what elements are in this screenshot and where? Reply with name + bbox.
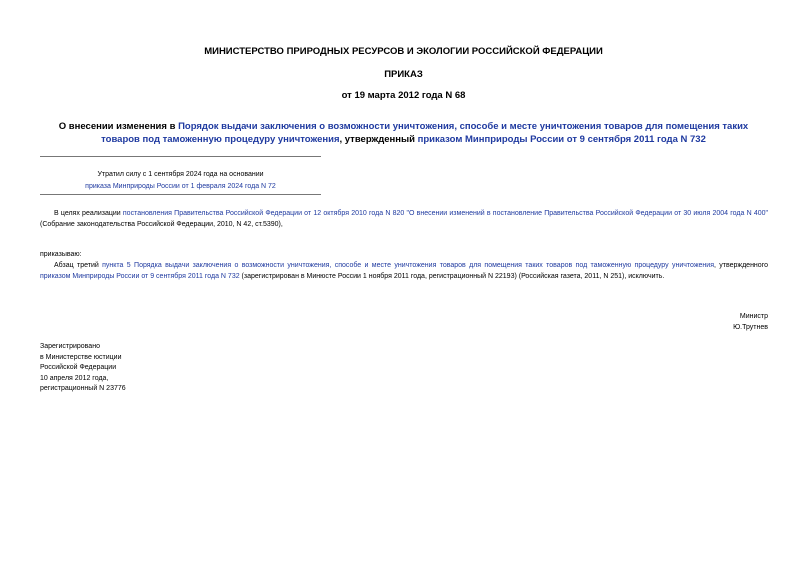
registration-line: Российской Федерации bbox=[40, 364, 117, 372]
registration-line: в Министерстве юстиции bbox=[40, 353, 122, 361]
status-line: Утратил силу с 1 сентября 2024 года на основании bbox=[97, 171, 264, 178]
registration-line: Зарегистрировано bbox=[40, 343, 100, 350]
order-word: приказываю: bbox=[40, 251, 82, 258]
document-title bbox=[40, 120, 767, 146]
document-type: ПРИКАЗ bbox=[384, 69, 423, 80]
registration-line: регистрационный N 23776 bbox=[40, 385, 126, 393]
document-date-number: от 19 марта 2012 года N 68 bbox=[341, 90, 466, 101]
p3-suffix: (зарегистрирован в Минюсте России 1 ноября 2011 года, регистрационный N 22193) (Российская газета, 2011, N 251), исключить. bbox=[239, 273, 665, 280]
status-link-order-72[interactable]: приказа Минприроды России от 1 февраля 2024 года N 72 bbox=[85, 183, 276, 190]
title-link-order-732[interactable]: приказом Минприроды России от 9 сентября 2011 года N 732 bbox=[417, 134, 706, 145]
paragraph-amendment bbox=[40, 260, 768, 282]
title-middle: , утвержденный bbox=[339, 134, 418, 145]
p3-middle: , утвержденного bbox=[713, 262, 768, 269]
divider-top bbox=[40, 156, 321, 157]
signature-block bbox=[733, 311, 768, 333]
paragraph-preamble bbox=[40, 208, 768, 230]
registration-block bbox=[40, 342, 126, 395]
status-note bbox=[40, 169, 321, 193]
divider-bottom bbox=[40, 194, 321, 195]
p1-suffix: (Собрание законодательства Российской Федерации, 2010, N 42, ст.5390), bbox=[40, 221, 283, 228]
ministry-heading: МИНИСТЕРСТВО ПРИРОДНЫХ РЕСУРСОВ И ЭКОЛОГИИ РОССИЙСКОЙ ФЕДЕРАЦИИ bbox=[204, 46, 603, 57]
p3-link-clause-5[interactable]: пункта 5 Порядка выдачи заключения о возможности уничтожения, способе и месте уничтожения товаров для помещения таких товаров под таможенную процедуру уничтожения bbox=[102, 262, 714, 269]
p1-prefix: В целях реализации bbox=[54, 210, 123, 217]
title-prefix: О внесении изменения в bbox=[58, 121, 179, 132]
p1-link-resolution-820[interactable]: постановления Правительства Российской Федерации от 12 октября 2010 года N 820 "О внесении изменений в постановление Правительства Российской Федерации от 30 июля 2004 года N 400" bbox=[122, 210, 769, 217]
signature-name: Ю.Трутнев bbox=[733, 324, 768, 331]
p3-prefix: Абзац третий bbox=[54, 262, 103, 269]
title-link-procedure[interactable]: Порядок выдачи заключения о возможности уничтожения, способе и месте уничтожения товаров для помещения таких товаров под таможенную процедуру уничтожения bbox=[101, 121, 749, 145]
p3-link-order-732[interactable]: приказом Минприроды России от 9 сентября 2011 года N 732 bbox=[40, 273, 240, 280]
signature-position: Министр bbox=[739, 313, 768, 320]
registration-line: 10 апреля 2012 года, bbox=[40, 374, 109, 382]
